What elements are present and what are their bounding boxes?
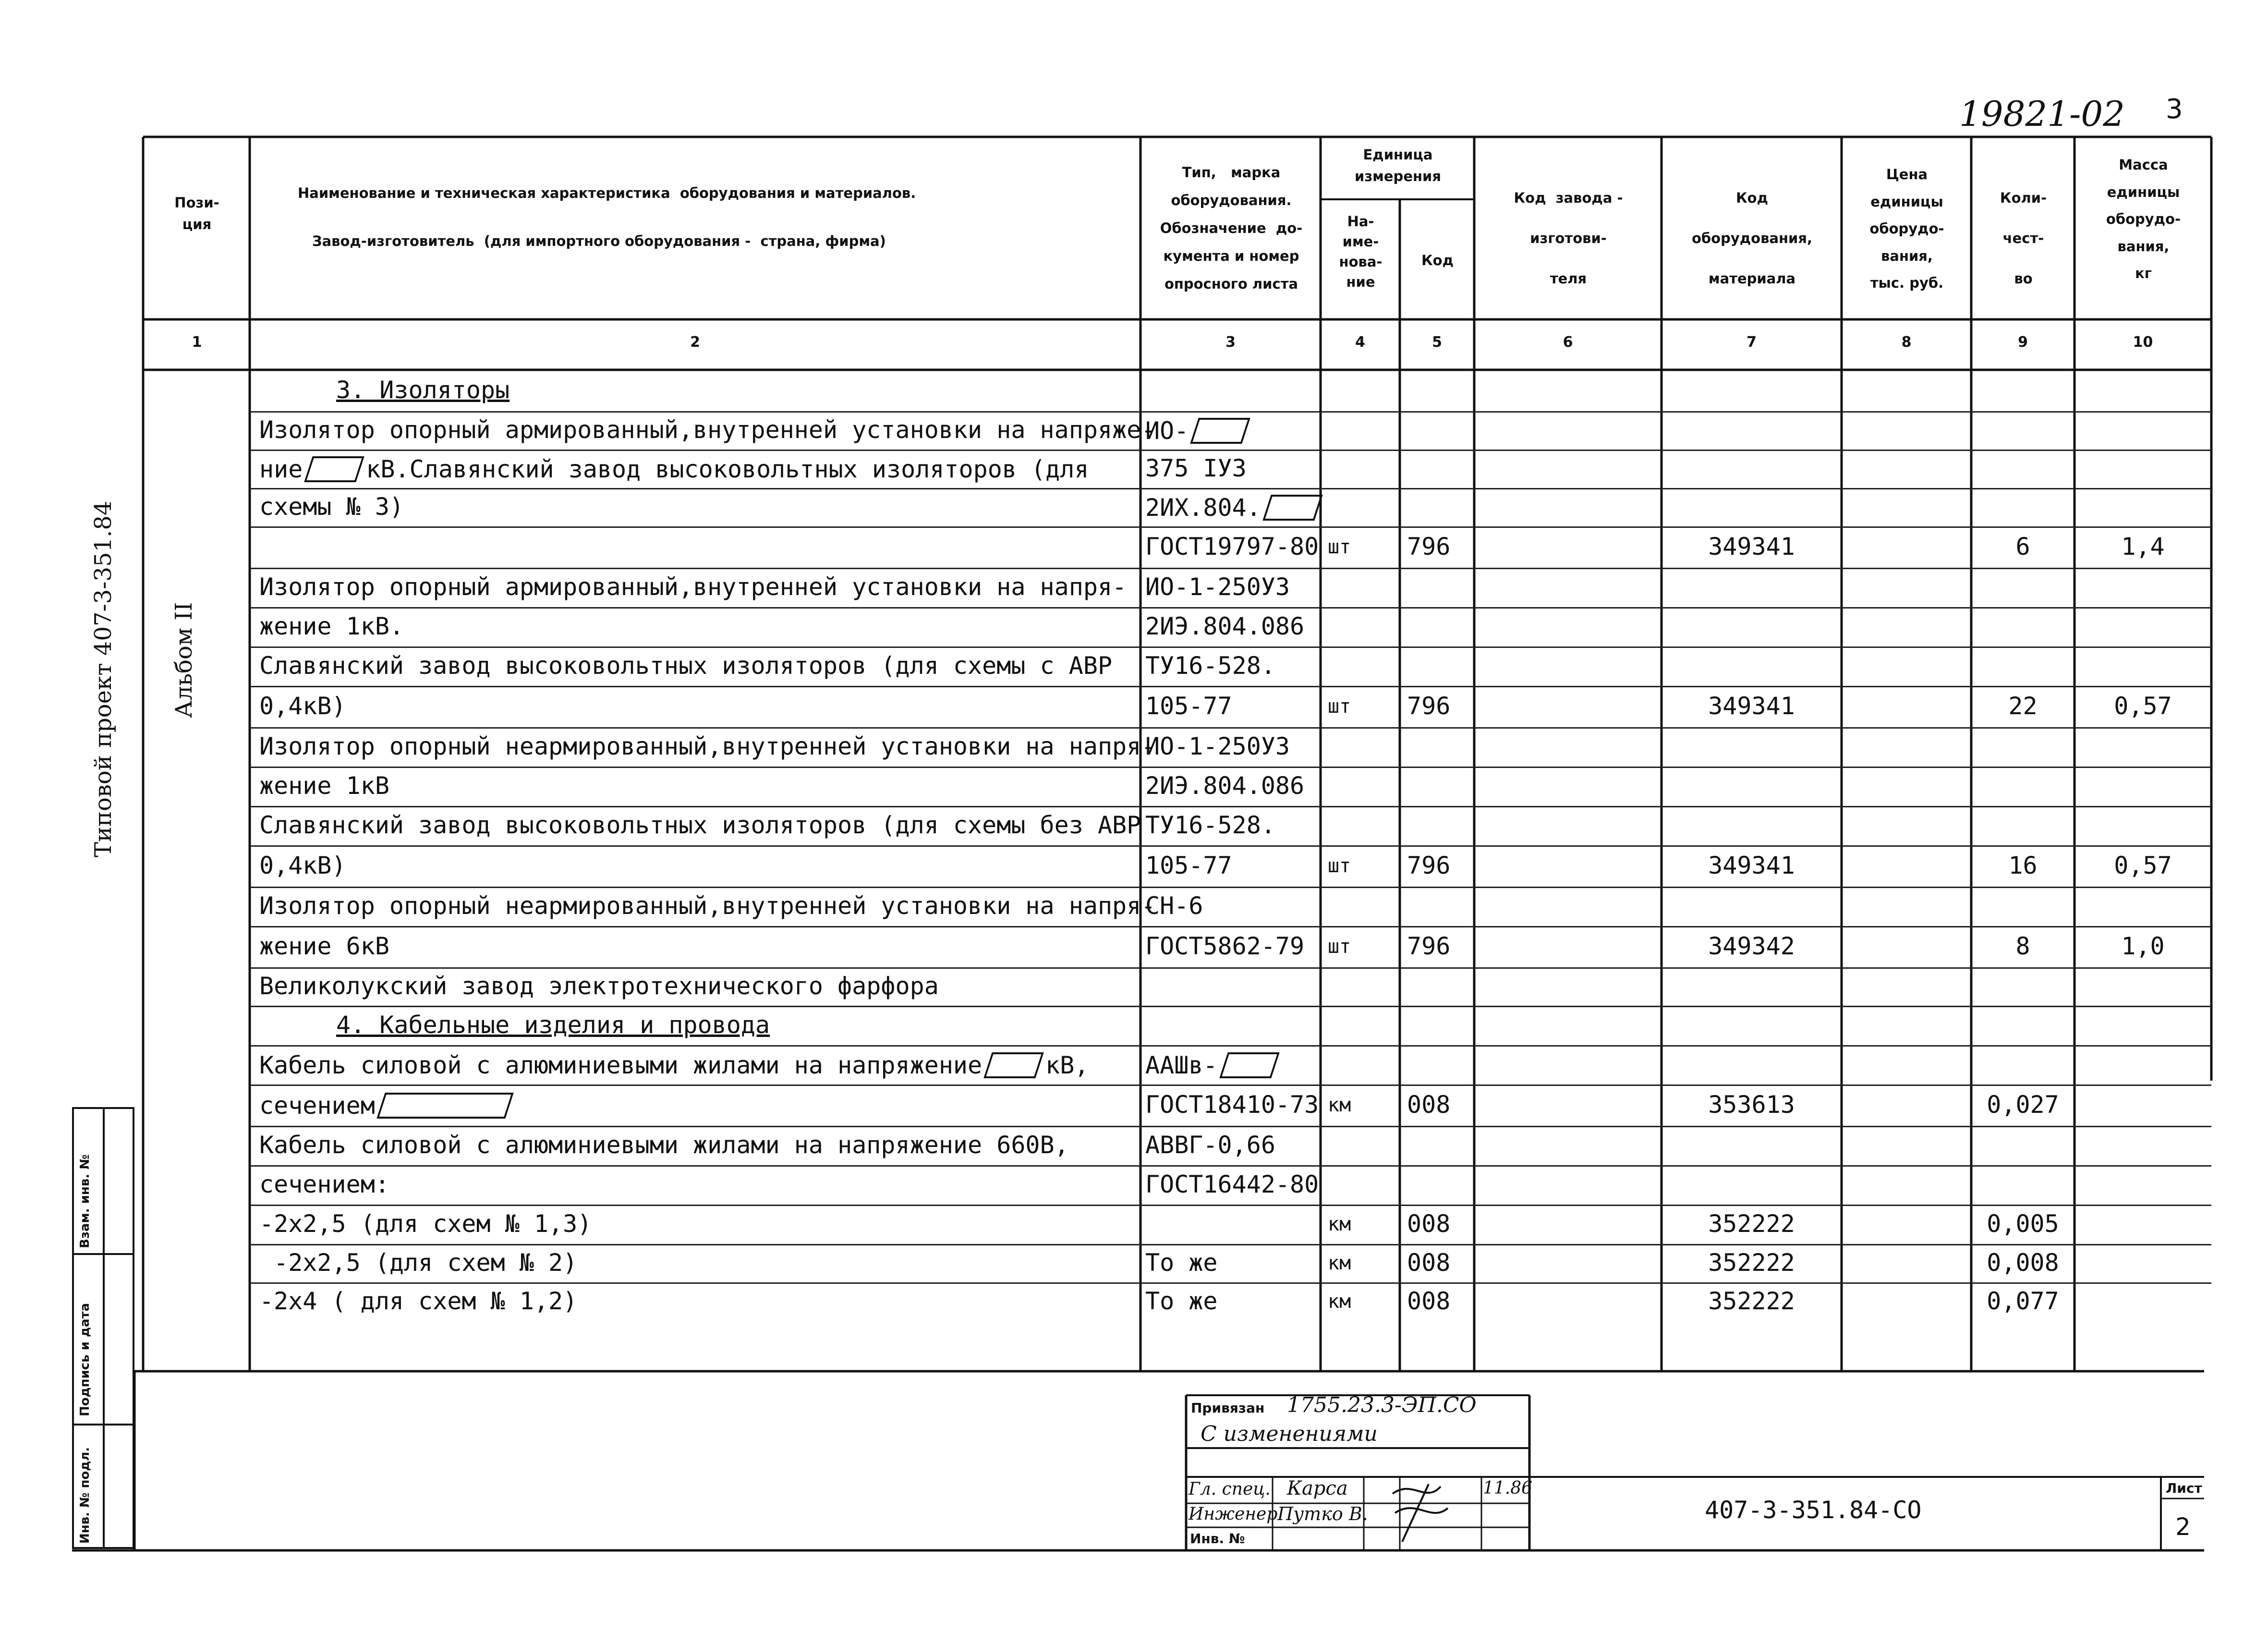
- item-name: -2х2,5 (для схем № 1,3): [259, 1210, 592, 1238]
- type-cell: [1145, 1133, 1275, 1157]
- unit-name: км: [1328, 1094, 1351, 1116]
- col-number-1: 1: [192, 334, 202, 351]
- table-row: [0, 845, 2268, 887]
- table-row: [0, 1205, 2268, 1244]
- bound-note: С изменениями: [1201, 1422, 1378, 1446]
- material-code: 352222: [1708, 1210, 1795, 1238]
- item-name: сечением:: [259, 1170, 389, 1198]
- unit-name: шт: [1328, 695, 1351, 718]
- item-name-cell: [259, 1172, 389, 1196]
- unit-name: км: [1328, 1213, 1351, 1235]
- item-name: схемы № 3): [259, 493, 404, 521]
- type-value: ГОСТ19797-80: [1145, 533, 1319, 561]
- type-cell: [1145, 654, 1275, 678]
- table-row: [0, 526, 2268, 568]
- sheet-label: Лист: [2166, 1480, 2202, 1496]
- type-value: ГОСТ5862-79: [1145, 932, 1305, 960]
- col-number-6: 6: [1563, 334, 1573, 351]
- type-cell: [1145, 734, 1290, 758]
- blank-field-box: [1190, 418, 1251, 444]
- type-cell: [1145, 894, 1203, 918]
- item-name: Изолятор опорный неармированный,внутренней установки на напря-: [259, 732, 1156, 760]
- table-row: [0, 488, 2268, 526]
- unit-code: 008: [1407, 1249, 1451, 1277]
- col-number-5: 5: [1432, 334, 1442, 351]
- table-row: [0, 1244, 2268, 1282]
- unit-name: км: [1328, 1252, 1351, 1274]
- unit-code: 796: [1407, 932, 1451, 960]
- col-number-10: 10: [2133, 334, 2153, 351]
- item-name: -2х4 ( для схем № 1,2): [259, 1287, 578, 1315]
- signature-mark: [1383, 1474, 1455, 1547]
- type-value: ТУ16-528.: [1145, 652, 1275, 680]
- section-heading-row: [0, 370, 2268, 411]
- type-cell: [1145, 1172, 1319, 1196]
- quantity: 16: [2008, 852, 2038, 879]
- item-name-cell: [259, 934, 389, 958]
- table-row: [0, 411, 2268, 450]
- item-name-cell: [259, 575, 1127, 599]
- header-unit-group: Единица измерения: [1355, 146, 1441, 184]
- type-value: 2ИЭ.804.086: [1145, 612, 1305, 640]
- sign-date: 11.86: [1483, 1478, 1533, 1498]
- table-row: [0, 568, 2268, 607]
- item-name: жение 1кВ.: [259, 612, 404, 640]
- item-name-cell: [259, 495, 404, 519]
- unit-code: 008: [1407, 1091, 1451, 1119]
- item-name-cell: [259, 654, 1112, 678]
- table-row: [0, 450, 2268, 488]
- type-cell: [1145, 934, 1304, 958]
- item-name-cell: [259, 1289, 577, 1313]
- item-name: -2х2,5 (для схем № 2): [259, 1249, 578, 1277]
- type-value: 105-77: [1145, 852, 1232, 879]
- table-row: [0, 926, 2268, 967]
- quantity: 0,005: [1987, 1210, 2059, 1238]
- unit-code: 008: [1407, 1210, 1451, 1238]
- col-number-9: 9: [2018, 334, 2028, 351]
- header-name-line1: Наименование и техническая характеристика оборудования и материалов.: [298, 185, 916, 201]
- table-row: [0, 686, 2268, 727]
- item-name-cell: [259, 1052, 1089, 1078]
- type-value: То же: [1145, 1249, 1218, 1277]
- type-value: ТУ16-528.: [1145, 811, 1275, 839]
- item-name: Изолятор опорный армированный,внутренней установки на напряже-: [259, 416, 1156, 444]
- type-value: АВВГ-0,66: [1145, 1131, 1275, 1159]
- section-title: 3. Изоляторы: [336, 376, 510, 404]
- item-name-cell: [259, 1251, 577, 1275]
- table-row: [0, 1165, 2268, 1205]
- unit-mass: 1,4: [2121, 533, 2165, 561]
- item-name-cell: [259, 774, 389, 798]
- blank-field-box: [1219, 1052, 1280, 1078]
- item-name: жение 6кВ: [259, 932, 389, 960]
- type-value: ИО-1-250УЗ: [1145, 732, 1290, 760]
- material-code: 352222: [1708, 1287, 1795, 1315]
- header-position: Пози- ция: [174, 195, 219, 232]
- unit-code: 796: [1407, 533, 1451, 561]
- table-row: [0, 646, 2268, 686]
- section-title: 4. Кабельные изделия и провода: [336, 1011, 770, 1039]
- unit-name: шт: [1328, 936, 1351, 958]
- replaced-inv-label: Взам. инв. №: [78, 1154, 92, 1248]
- role-engineer: Инженер: [1189, 1504, 1278, 1524]
- type-cell: [1145, 495, 1324, 521]
- table-row: [0, 607, 2268, 646]
- item-name-cell: [259, 974, 939, 998]
- document-code: 407-3-351.84-СО: [1705, 1496, 1922, 1524]
- document-number: 19821-02: [1959, 94, 2125, 134]
- quantity: 22: [2008, 692, 2038, 720]
- item-name-cell: [259, 1133, 1069, 1157]
- item-name-cell: [259, 1093, 515, 1119]
- type-cell: [1145, 694, 1232, 718]
- item-name-cell: [259, 894, 1155, 918]
- col-number-2: 2: [690, 334, 700, 351]
- table-row: [0, 1126, 2268, 1165]
- table-row: [0, 887, 2268, 926]
- quantity: 0,008: [1987, 1249, 2059, 1277]
- table-row: [0, 1084, 2268, 1126]
- header-unit-name: На- име- нова- ние: [1339, 213, 1383, 291]
- table-row: [0, 1282, 2268, 1321]
- item-name: жение 1кВ: [259, 772, 389, 800]
- header-name-line2: Завод-изготовитель (для импортного оборудования - страна, фирма): [312, 233, 886, 249]
- unit-mass: 0,57: [2114, 692, 2172, 720]
- material-code: 349341: [1708, 692, 1795, 720]
- material-code: 349342: [1708, 932, 1795, 960]
- item-name: Изолятор опорный армированный,внутренней установки на напря-: [259, 573, 1127, 601]
- table-row: [0, 767, 2268, 806]
- type-value: 2ИЭ.804.086: [1145, 772, 1305, 800]
- type-value: ААШв-: [1145, 1051, 1218, 1079]
- item-name: ние: [259, 455, 303, 483]
- blank-field-box: [376, 1093, 514, 1119]
- item-name: сечением: [259, 1092, 375, 1120]
- unit-code: 008: [1407, 1287, 1451, 1315]
- type-value: ИО-1-250УЗ: [1145, 573, 1290, 601]
- quantity: 8: [2015, 932, 2030, 960]
- type-value: 105-77: [1145, 692, 1232, 720]
- type-cell: [1145, 614, 1304, 638]
- sheet-number: 2: [2175, 1513, 2191, 1541]
- type-value: СН-6: [1145, 892, 1203, 920]
- item-name-cell: [259, 694, 346, 718]
- col-number-3: 3: [1225, 334, 1236, 351]
- type-value: 2ИХ.804.: [1145, 494, 1261, 522]
- role-chief-specialist: Гл. спец.: [1189, 1479, 1271, 1499]
- item-name: 0,4кВ): [259, 852, 346, 879]
- material-code: 353613: [1708, 1091, 1795, 1119]
- table-row: [0, 806, 2268, 845]
- side-title-line1: Типовой проект 407-3-351.84: [90, 500, 117, 857]
- item-name: Великолукский завод электротехнического фарфора: [259, 972, 939, 1000]
- type-value: ГОСТ18410-73: [1145, 1091, 1319, 1119]
- blank-field-box: [304, 456, 365, 482]
- item-name-continuation: кВ.Славянский завод высоковольтных изоляторов (для: [366, 455, 1089, 483]
- unit-code: 796: [1407, 692, 1451, 720]
- table-row: [0, 727, 2268, 767]
- col-number-4: 4: [1355, 334, 1365, 351]
- item-name-cell: [259, 734, 1155, 758]
- blank-field-box: [1262, 495, 1323, 521]
- name-chief-specialist: Карса: [1287, 1477, 1348, 1499]
- header-quantity: Коли- чест- во: [2000, 190, 2047, 287]
- table-row: [0, 967, 2268, 1006]
- type-cell: [1145, 456, 1247, 480]
- type-cell: [1145, 418, 1252, 444]
- item-name-cell: [259, 1212, 592, 1236]
- inv-orig-label: Инв. № подл.: [78, 1447, 92, 1544]
- type-value: То же: [1145, 1287, 1218, 1315]
- type-cell: [1145, 535, 1319, 559]
- item-name: Кабель силовой с алюминиевыми жилами на напряжение: [259, 1051, 982, 1079]
- item-name-cell: [259, 614, 404, 638]
- item-name: 0,4кВ): [259, 692, 346, 720]
- page-index: 3: [2166, 94, 2183, 125]
- col-number-7: 7: [1746, 334, 1757, 351]
- bound-value: 1755.23.3-ЭП.СО: [1287, 1393, 1477, 1417]
- type-cell: [1145, 1052, 1281, 1078]
- type-cell: [1145, 1251, 1218, 1275]
- unit-code: 796: [1407, 852, 1451, 879]
- type-value: ГОСТ16442-80: [1145, 1170, 1319, 1198]
- item-name-cell: [259, 418, 1155, 442]
- section-heading-row: [0, 1006, 2268, 1045]
- item-name-cell: [259, 813, 1141, 837]
- type-cell: [1145, 1093, 1319, 1117]
- inv-number-label: Инв. №: [1190, 1531, 1245, 1547]
- item-name: Славянский завод высоковольтных изоляторов (для схемы с АВР: [259, 652, 1113, 680]
- header-mass: Масса единицы оборудо- вания, кг: [2106, 157, 2181, 282]
- type-value: 375 IУЗ: [1145, 454, 1247, 482]
- table-row: [0, 1045, 2268, 1084]
- name-engineer: Путко В.: [1277, 1503, 1368, 1524]
- quantity: 6: [2015, 533, 2030, 561]
- header-factory-code: Код завода - изготови- теля: [1514, 190, 1623, 287]
- unit-mass: 0,57: [2114, 852, 2172, 879]
- bound-label: Привязан: [1191, 1400, 1265, 1416]
- unit-mass: 1,0: [2121, 932, 2165, 960]
- header-unit-code: Код: [1421, 252, 1454, 268]
- type-cell: [1145, 813, 1275, 837]
- quantity: 0,077: [1987, 1287, 2059, 1315]
- header-type: Тип, марка оборудования. Обозначение до- кумента и номер опросного листа: [1160, 164, 1303, 292]
- type-cell: [1145, 575, 1290, 599]
- type-cell: [1145, 774, 1304, 798]
- unit-name: шт: [1328, 536, 1351, 558]
- col-number-8: 8: [1901, 334, 1912, 351]
- unit-name: км: [1328, 1291, 1351, 1313]
- item-name-continuation: кВ,: [1045, 1051, 1089, 1079]
- type-cell: [1145, 1289, 1218, 1313]
- type-cell: [1145, 853, 1232, 877]
- material-code: 352222: [1708, 1249, 1795, 1277]
- item-name: Изолятор опорный неармированный,внутренней установки на напря-: [259, 892, 1156, 920]
- item-name-cell: [259, 456, 1089, 482]
- side-title-line2: Альбом II: [170, 602, 197, 718]
- unit-name: шт: [1328, 855, 1351, 877]
- signature-date-label: Подпись и дата: [78, 1303, 92, 1416]
- header-material-code: Код оборудования, материала: [1691, 190, 1813, 287]
- item-name: Кабель силовой с алюминиевыми жилами на напряжение 660В,: [259, 1131, 1069, 1159]
- item-name-cell: [259, 853, 346, 877]
- material-code: 349341: [1708, 852, 1795, 879]
- material-code: 349341: [1708, 533, 1795, 561]
- type-value: ИО-: [1145, 417, 1189, 445]
- header-price: Цена единицы оборудо- вания, тыс. руб.: [1869, 166, 1944, 292]
- blank-field-box: [983, 1052, 1044, 1078]
- item-name: Славянский завод высоковольтных изоляторов (для схемы без АВР: [259, 811, 1141, 839]
- quantity: 0,027: [1987, 1091, 2059, 1119]
